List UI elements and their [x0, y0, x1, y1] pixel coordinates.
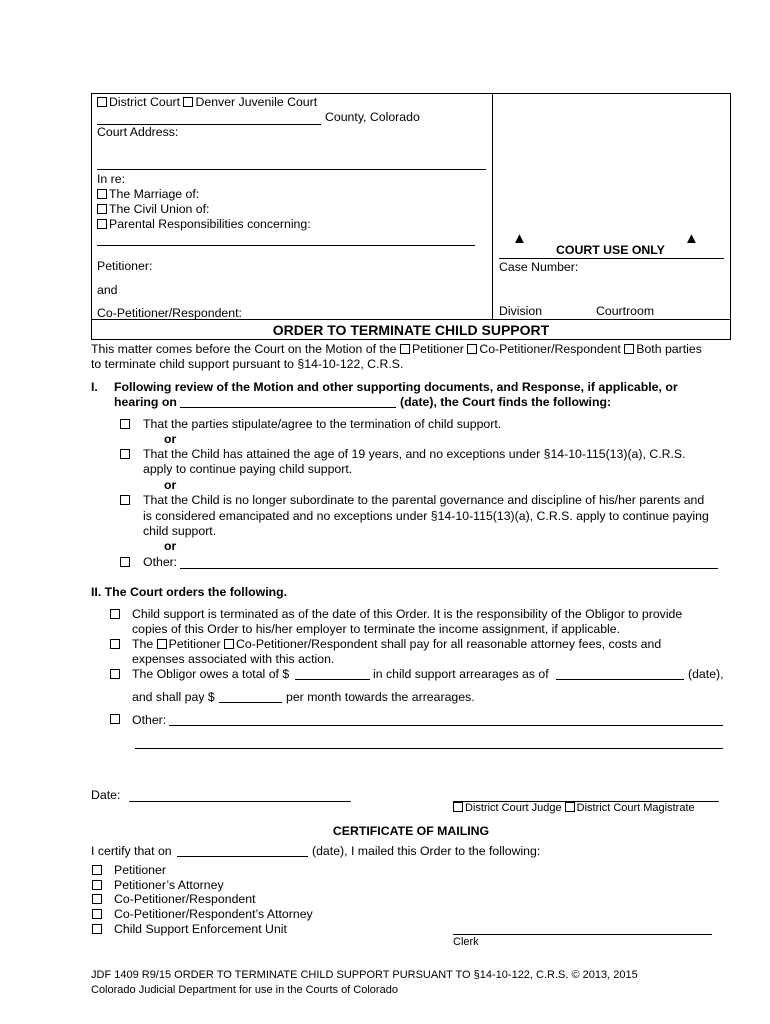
- clerk-signature-line[interactable]: [453, 934, 712, 935]
- finding3-line1: That the Child is no longer subordinate to the parental governance and discipline of his/her parents and: [143, 493, 705, 507]
- finding-other-label: Other:: [143, 555, 178, 569]
- section2-heading: II. The Court orders the following.: [91, 585, 288, 599]
- order-other-checkbox[interactable]: [110, 714, 120, 724]
- district-court-checkbox[interactable]: [97, 95, 109, 109]
- civil-union-option: [97, 202, 209, 216]
- intro-line-1: [91, 342, 702, 356]
- and-label: and: [97, 283, 118, 297]
- finding3-checkbox[interactable]: [120, 495, 130, 505]
- intro-petitioner-label: Petitioner: [411, 342, 464, 356]
- title-box-bottom: [91, 339, 731, 340]
- date-line[interactable]: [129, 801, 351, 802]
- section1-line2-a: hearing on: [114, 395, 177, 409]
- up-arrow-icon: ▲: [512, 230, 527, 247]
- intro-both-label: Both parties: [636, 342, 702, 356]
- marriage-label: The Marriage of:: [109, 187, 200, 201]
- intro-line-2: to terminate child support pursuant to §14-10-122, C.R.S.: [91, 357, 404, 371]
- footer-line-1: JDF 1409 R9/15 ORDER TO TERMINATE CHILD SUPPORT PURSUANT TO §14-10-122, C.R.S. © 2013, 2015: [91, 969, 638, 981]
- county-label: County, Colorado: [325, 110, 420, 124]
- district-court-label: District Court: [109, 95, 181, 109]
- order3-text-a: The Obligor owes a total of $: [132, 667, 290, 681]
- order-other-line[interactable]: [169, 725, 723, 726]
- finding3-line2: is considered emancipated and no exceptions under §14-10-115(13)(a), C.R.S. apply to continue paying: [143, 509, 709, 523]
- recipient-checkbox-1[interactable]: [92, 865, 102, 875]
- intro-text: This matter comes before the Court on the Motion of the: [91, 342, 397, 356]
- order-other-label: Other:: [132, 713, 167, 727]
- order3-text-c: (date),: [688, 667, 724, 681]
- judge-options: [453, 802, 695, 814]
- certify-text-a: I certify that on: [91, 844, 172, 858]
- civil-union-label: The Civil Union of:: [109, 202, 210, 216]
- finding1-text: That the parties stipulate/agree to the termination of child support.: [143, 417, 502, 431]
- order1-checkbox[interactable]: [110, 609, 120, 619]
- magistrate-checkbox[interactable]: [565, 802, 577, 814]
- judge-checkbox[interactable]: [453, 802, 465, 814]
- magistrate-label: District Court Magistrate: [576, 802, 695, 814]
- arrears-date-line[interactable]: [556, 679, 684, 680]
- intro-co-checkbox[interactable]: [467, 342, 479, 356]
- court-options: [97, 95, 317, 109]
- finding2-line1: That the Child has attained the age of 19 years, and no exceptions under §14-10-115(13)(a), C.R.S.: [143, 447, 686, 461]
- order2-petitioner-label: Petitioner: [168, 637, 221, 651]
- section1-line1: Following review of the Motion and other supporting documents, and Response, if applicable, or: [114, 380, 678, 394]
- footer-line-2: Colorado Judicial Department for use in the Courts of Colorado: [91, 984, 398, 996]
- order2-petitioner-checkbox[interactable]: [157, 637, 169, 651]
- court-use-only: COURT USE ONLY: [556, 243, 665, 257]
- court-address-label: Court Address:: [97, 125, 179, 139]
- finding-other-checkbox[interactable]: [120, 557, 130, 567]
- division-label: Division: [499, 304, 543, 318]
- courtroom-label: Courtroom: [596, 304, 655, 318]
- finding-other-line[interactable]: [180, 568, 718, 569]
- order2-rest: Co-Petitioner/Respondent shall pay for all reasonable attorney fees, costs and: [236, 637, 662, 651]
- recipient-label-4: Co-Petitioner/Respondent’s Attorney: [114, 907, 313, 921]
- court-address-line: [97, 169, 486, 170]
- in-re-label: In re:: [97, 172, 126, 186]
- section1-line2-b: (date), the Court finds the following:: [400, 395, 612, 409]
- date-label: Date:: [91, 788, 121, 802]
- marriage-option: [97, 187, 199, 201]
- petitioner-label: Petitioner:: [97, 259, 153, 273]
- order2-the: The: [132, 637, 154, 651]
- arrears-amount-line[interactable]: [295, 679, 370, 680]
- finding2-line2: apply to continue paying child support.: [143, 462, 353, 476]
- finding2-checkbox[interactable]: [120, 449, 130, 459]
- or-1: or: [164, 432, 177, 446]
- recipient-label-2: Petitioner’s Attorney: [114, 878, 224, 892]
- marriage-checkbox[interactable]: [97, 187, 109, 201]
- recipient-checkbox-2[interactable]: [92, 880, 102, 890]
- case-number-label: Case Number:: [499, 260, 579, 274]
- order3-line2-b: per month towards the arrearages.: [286, 690, 475, 704]
- co-petitioner-label: Co-Petitioner/Respondent:: [97, 306, 242, 320]
- page-title: ORDER TO TERMINATE CHILD SUPPORT: [272, 322, 550, 338]
- order2-checkbox[interactable]: [110, 639, 120, 649]
- up-arrow-icon-right: ▲: [684, 230, 699, 247]
- juvenile-court-checkbox[interactable]: [183, 95, 195, 109]
- intro-petitioner-checkbox[interactable]: [400, 342, 412, 356]
- juvenile-court-label: Denver Juvenile Court: [195, 95, 318, 109]
- judge-label: District Court Judge: [465, 802, 562, 814]
- recipient-label-3: Co-Petitioner/Respondent: [114, 892, 256, 906]
- parental-checkbox[interactable]: [97, 217, 109, 231]
- recipient-label-1: Petitioner: [114, 863, 166, 877]
- order2-line2: expenses associated with this action.: [132, 652, 335, 666]
- order1-line2: copies of this Order to his/her employer to terminate the income assignment, if applicable.: [132, 622, 621, 636]
- section1-number: I.: [91, 380, 98, 394]
- parental-option: [97, 217, 311, 231]
- caption-divider: [492, 93, 493, 320]
- order2-line1: [132, 637, 661, 651]
- certify-text-b: (date), I mailed this Order to the following:: [312, 844, 541, 858]
- recipient-checkbox-3[interactable]: [92, 894, 102, 904]
- recipient-checkbox-5[interactable]: [92, 924, 102, 934]
- finding1-checkbox[interactable]: [120, 419, 130, 429]
- clerk-label: Clerk: [453, 936, 479, 948]
- or-3: or: [164, 539, 177, 553]
- recipient-label-5: Child Support Enforcement Unit: [114, 922, 287, 936]
- intro-co-label: Co-Petitioner/Respondent: [479, 342, 621, 356]
- order-other-line-2[interactable]: [135, 748, 723, 749]
- hearing-date-line: [180, 407, 396, 408]
- or-2: or: [164, 478, 177, 492]
- order1-line1: Child support is terminated as of the date of this Order. It is the responsibility of the Obligor to provide: [132, 607, 683, 621]
- intro-both-checkbox[interactable]: [624, 342, 636, 356]
- order3-text-b: in child support arrearages as of: [373, 667, 549, 681]
- finding3-line3: child support.: [143, 524, 217, 538]
- parental-label: Parental Responsibilities concerning:: [109, 217, 311, 231]
- order2-co-checkbox[interactable]: [224, 637, 236, 651]
- recipient-checkbox-4[interactable]: [92, 909, 102, 919]
- order3-checkbox[interactable]: [110, 669, 120, 679]
- monthly-amount-line[interactable]: [219, 702, 282, 703]
- order3-line2-a: and shall pay $: [132, 690, 215, 704]
- parties-line: [97, 245, 475, 246]
- mailing-date-line[interactable]: [177, 856, 308, 857]
- court-use-line: [499, 258, 724, 259]
- certificate-heading: CERTIFICATE OF MAILING: [332, 824, 490, 838]
- civil-union-checkbox[interactable]: [97, 202, 109, 216]
